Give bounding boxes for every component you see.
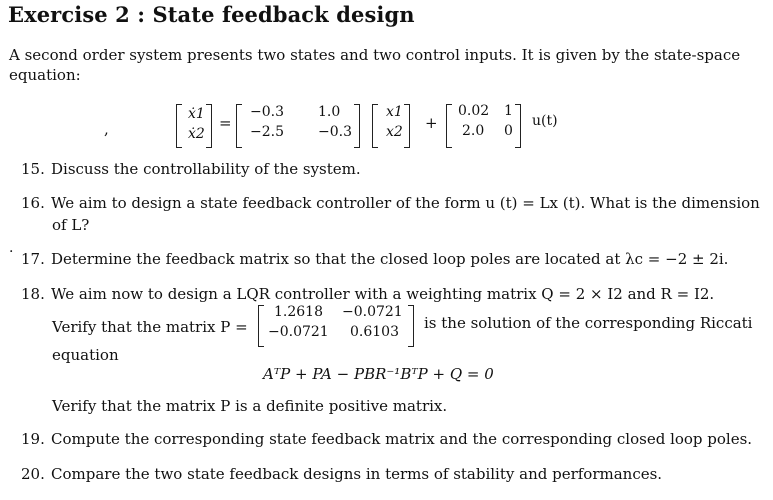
lhs-x1-dot: ẋ1 xyxy=(188,106,205,122)
A-21: −2.5 xyxy=(250,124,284,140)
question-17-text: Determine the feedback matrix so that the closed loop poles are located at λc = −2 ± 2i. xyxy=(51,250,729,268)
verify-prefix: Verify that the matrix P = xyxy=(52,318,248,336)
A-11: −0.3 xyxy=(250,104,284,120)
B-21: 2.0 xyxy=(462,123,485,139)
question-18-equation-word: equation xyxy=(52,346,119,364)
riccati-equation: AᵀP + PA − PBR⁻¹BᵀP + Q = 0 xyxy=(263,365,494,383)
question-19 xyxy=(21,430,752,448)
plus-sign: + xyxy=(425,114,438,132)
question-16 xyxy=(21,194,760,212)
question-18-text: We aim now to design a LQR controller with a weighting matrix Q = 2 × I2 and R = I2. xyxy=(51,285,715,303)
P-12: −0.0721 xyxy=(342,304,403,320)
question-18-number: 18. xyxy=(21,285,45,303)
x1: x1 xyxy=(386,104,403,120)
question-15 xyxy=(21,160,361,178)
exercise-intro: A second order system presents two states and two control inputs. It is given by the state-space equation: xyxy=(9,46,741,84)
question-16-continuation: of L? xyxy=(52,216,90,234)
x2: x2 xyxy=(386,124,403,140)
question-19-number: 19. xyxy=(21,430,45,448)
P-11: 1.2618 xyxy=(274,304,323,320)
question-20-text: Compare the two state feedback designs in terms of stability and performances. xyxy=(51,465,663,483)
question-19-text: Compute the corresponding state feedback matrix and the corresponding closed loop poles. xyxy=(51,430,753,448)
question-17-number: 17. xyxy=(21,250,45,268)
question-15-text: Discuss the controllability of the system. xyxy=(51,160,361,178)
verify-suffix: is the solution of the corresponding Riccati xyxy=(424,314,753,332)
A-22: −0.3 xyxy=(318,124,352,140)
lhs-x2-dot: ẋ2 xyxy=(188,126,205,142)
B-22: 0 xyxy=(504,123,513,139)
question-15-number: 15. xyxy=(21,160,45,178)
B-11: 0.02 xyxy=(458,103,490,119)
A-12: 1.0 xyxy=(318,104,341,120)
P-21: −0.0721 xyxy=(268,324,329,340)
exercise-title: Exercise 2 : State feedback design xyxy=(8,2,415,27)
question-16-text: We aim to design a state feedback controller of the form u (t) = Lx (t). What is the dimension xyxy=(51,194,760,212)
B-12: 1 xyxy=(504,103,513,119)
equation-comma: , xyxy=(104,120,109,138)
question-20 xyxy=(21,465,662,483)
question-17 xyxy=(21,250,728,268)
verify-positive: Verify that the matrix P is a definite positive matrix. xyxy=(52,397,448,415)
input-u: u(t) xyxy=(532,113,558,129)
question-18 xyxy=(21,285,714,303)
equals-sign: = xyxy=(219,114,232,132)
bullet-mark: · xyxy=(9,244,14,260)
question-16-number: 16. xyxy=(21,194,45,212)
P-22: 0.6103 xyxy=(350,324,399,340)
question-20-number: 20. xyxy=(21,465,45,483)
